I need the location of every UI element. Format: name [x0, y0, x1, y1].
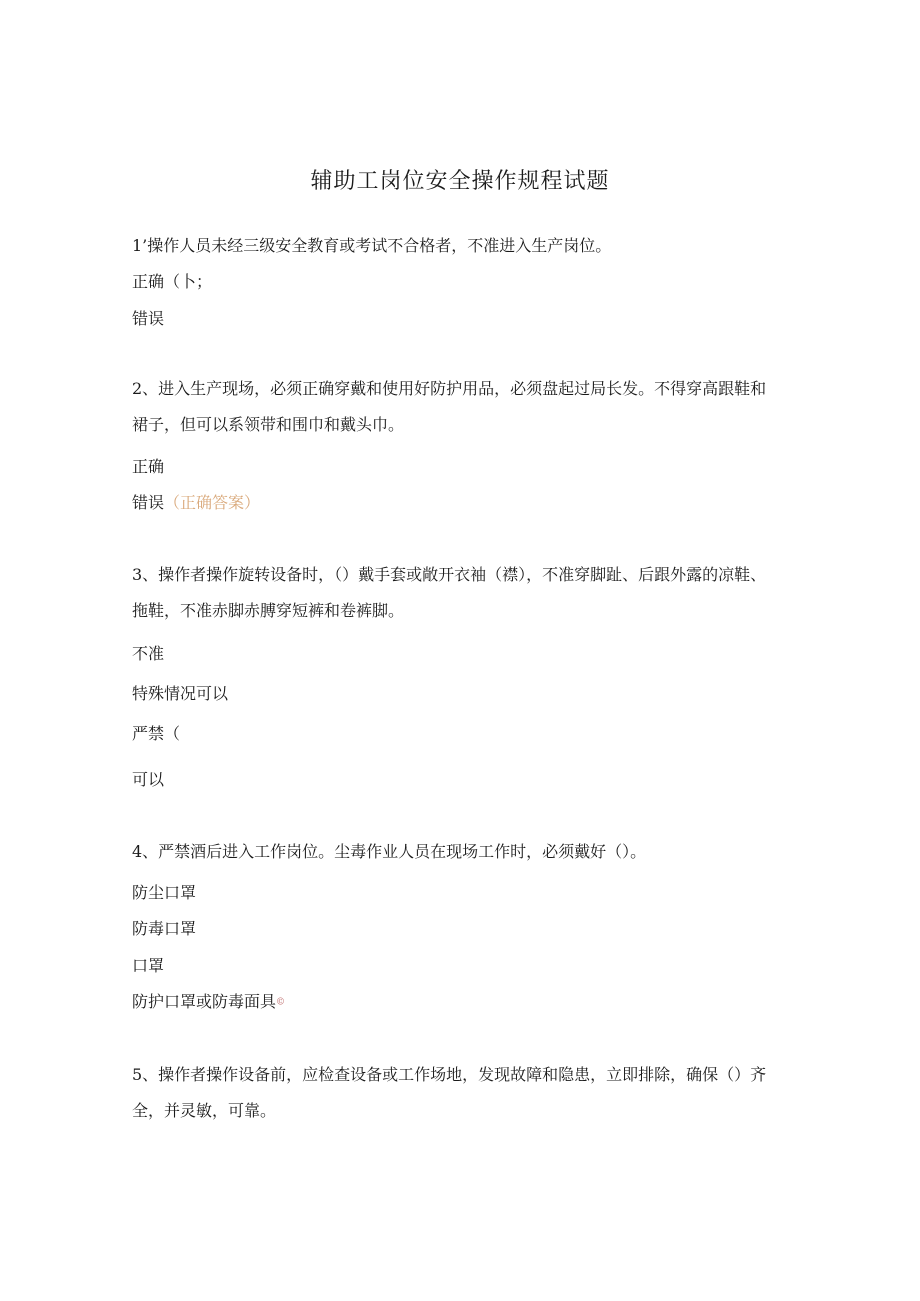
question-3-option-a[interactable]: 不准	[132, 644, 165, 663]
question-3-option-d[interactable]: 可以	[132, 770, 165, 789]
question-3-text: 3、操作者操作旋转设备时，（）戴手套或敞开衣袖（襟），不准穿脚趾、后跟外露的凉鞋、拖鞋，不准赤脚赤膊穿短裤和卷裤脚。	[132, 565, 767, 620]
correct-answer-note: （正确答案）	[164, 493, 261, 512]
question-2-option-b[interactable]	[132, 491, 260, 515]
question-2-option-b-label: 错误	[132, 493, 165, 512]
question-4-text: 4、严禁酒后进入工作岗位。尘毒作业人员在现场工作时，必须戴好（）。	[132, 842, 647, 861]
page-title: 辅助工岗位安全操作规程试题	[310, 169, 610, 194]
check-mark-icon: ©	[276, 997, 286, 1008]
question-4-option-b[interactable]: 防毒口罩	[132, 919, 197, 938]
question-2-option-a[interactable]: 正确	[132, 457, 165, 476]
question-3-option-b[interactable]: 特殊情况可以	[132, 684, 229, 703]
question-1-text: 1’操作人员未经三级安全教育或考试不合格者，不准进入生产岗位。	[132, 236, 612, 255]
question-1-option-a[interactable]: 正确（卜；	[132, 272, 213, 291]
question-2-text: 2、进入生产现场，必须正确穿戴和使用好防护用品，必须盘起过局长发。不得穿高跟鞋和裙子，但可以系领带和围巾和戴头巾。	[132, 379, 767, 434]
question-1-option-b[interactable]: 错误	[132, 309, 165, 328]
question-4-option-c[interactable]: 口罩	[132, 956, 165, 975]
question-5-text: 5、操作者操作设备前，应检查设备或工作场地，发现故障和隐患，立即排除，确保（）齐全，并灵敏，可靠。	[132, 1065, 767, 1120]
question-4-option-a[interactable]: 防尘口罩	[132, 883, 197, 902]
question-4-option-d-label: 防护口罩或防毒面具	[132, 992, 277, 1011]
question-4-option-d[interactable]	[132, 990, 285, 1015]
question-3-option-c[interactable]: 严禁（	[132, 724, 181, 743]
